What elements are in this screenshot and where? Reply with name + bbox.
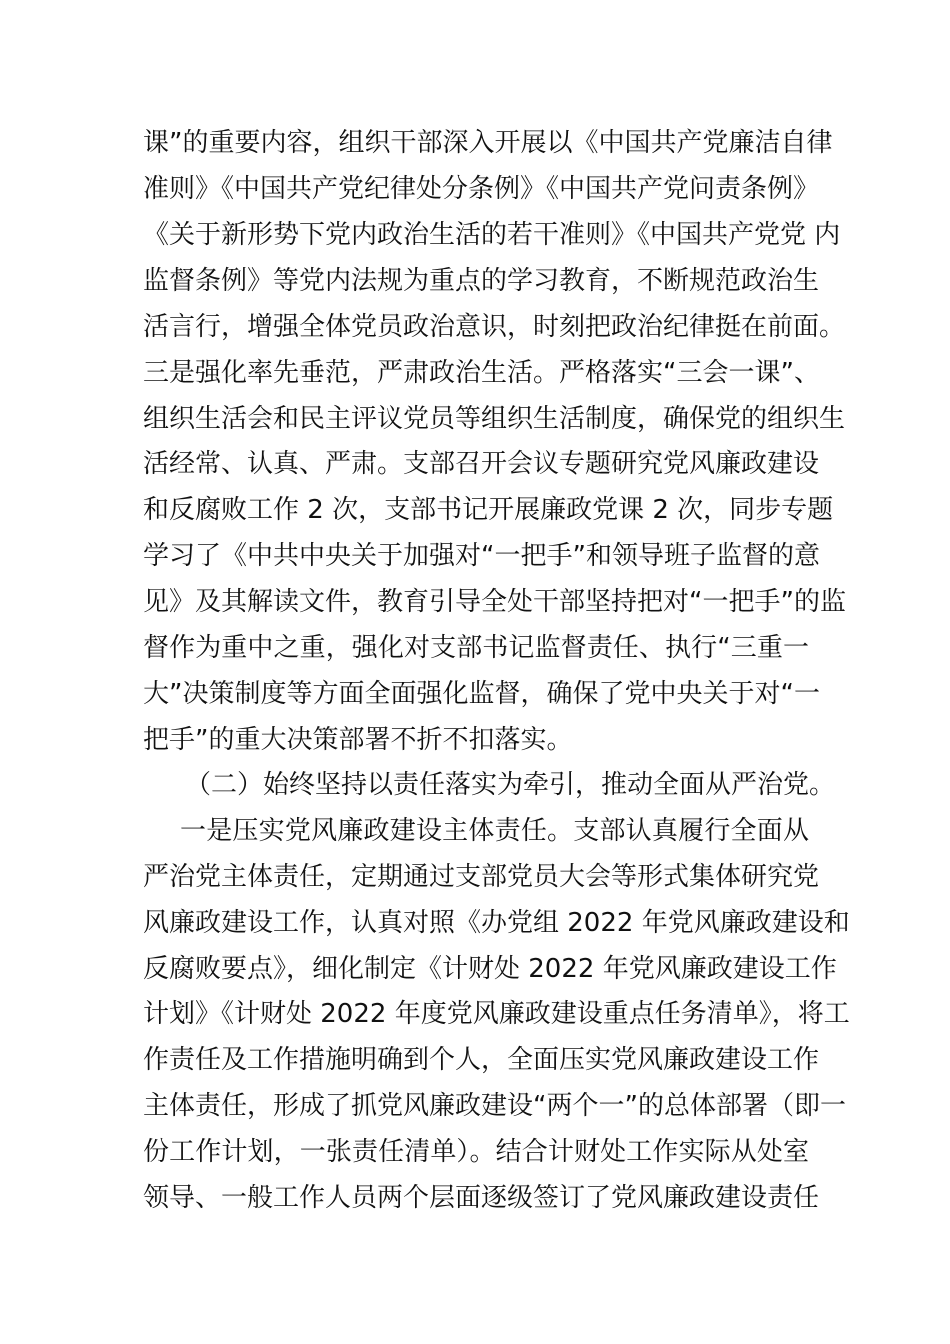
body-line: 大”决策制度等方面全面强化监督，确保了党中央关于对“一 — [143, 679, 820, 709]
body-line: 三是强化率先垂范，严肃政治生活。严格落实“三会一课”、 — [143, 358, 820, 388]
body-line: 监督条例》等党内法规为重点的学习教育，不断规范政治生 — [143, 266, 820, 296]
body-line: 严治党主体责任，定期通过支部党员大会等形式集体研究党 — [143, 862, 820, 892]
section-heading: （二）始终坚持以责任落实为牵引，推动全面从严治党。 — [185, 770, 836, 800]
body-line: 风廉政建设工作，认真对照《办党组 2022 年党风廉政建设和 — [143, 908, 850, 938]
body-line: 督作为重中之重，强化对支部书记监督责任、执行“三重一 — [143, 633, 809, 663]
body-line: 学习了《中共中央关于加强对“一把手”和领导班子监督的意 — [143, 541, 820, 571]
body-line: 把手”的重大决策部署不折不扣落实。 — [143, 725, 573, 755]
body-line: 主体责任，形成了抓党风廉政建设“两个一”的总体部署（即一 — [143, 1091, 846, 1121]
paragraph-start-line: 一是压实党风廉政建设主体责任。支部认真履行全面从 — [180, 816, 809, 846]
body-line: 作责任及工作措施明确到个人，全面压实党风廉政建设工作 — [143, 1045, 820, 1075]
body-line: 和反腐败工作 2 次，支部书记开展廉政党课 2 次，同步专题 — [143, 495, 834, 525]
body-line: 活经常、认真、严肃。支部召开会议专题研究党风廉政建设 — [143, 449, 820, 479]
body-line: 活言行，增强全体党员政治意识，时刻把政治纪律挺在前面。 — [143, 312, 846, 342]
body-line: 课”的重要内容，组织干部深入开展以《中国共产党廉洁自律 — [143, 128, 833, 158]
body-line: 组织生活会和民主评议党员等组织生活制度，确保党的组织生 — [143, 404, 846, 434]
body-line: 反腐败要点》，细化制定《计财处 2022 年党风廉政建设工作 — [143, 954, 837, 984]
body-line: 份工作计划，一张责任清单）。结合计财处工作实际从处室 — [143, 1137, 809, 1167]
body-line: 见》及其解读文件，教育引导全处干部坚持把对“一把手”的监 — [143, 587, 846, 617]
body-line: 领导、一般工作人员两个层面逐级签订了党风廉政建设责任 — [143, 1183, 820, 1213]
body-line: 计划》《计财处 2022 年度党风廉政建设重点任务清单》，将工 — [143, 999, 850, 1029]
body-line: 《关于新形势下党内政治生活的若干准则》《中国共产党党 内 — [143, 220, 841, 250]
body-line: 准则》《中国共产党纪律处分条例》《中国共产党问责条例》 — [143, 174, 820, 204]
